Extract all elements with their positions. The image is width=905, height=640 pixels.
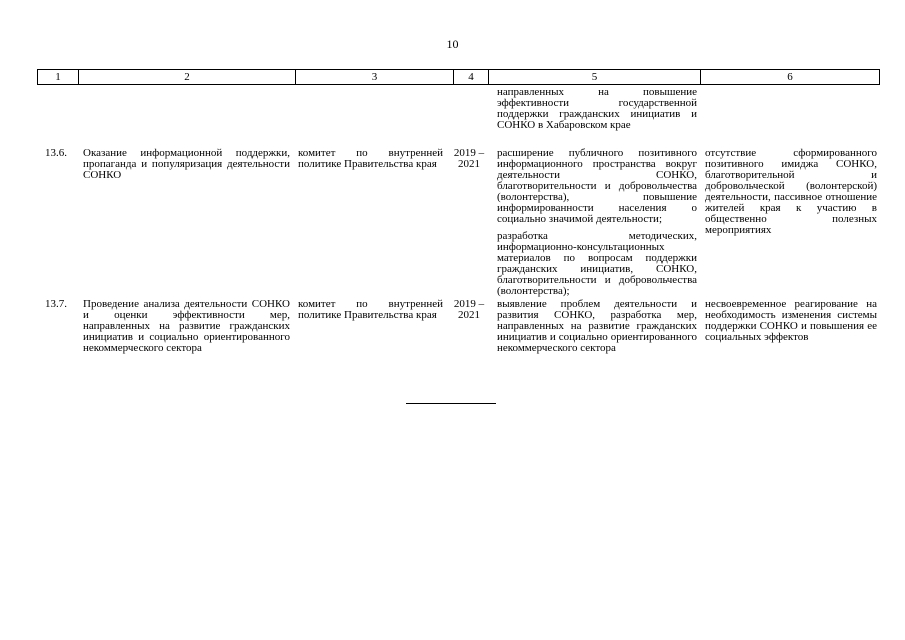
measure-text: Проведение анализа деятельности СОНКО и оценки эффективности мер, направленных на развитие гражданских инициатив и социально ориентированного некоммерческого сектора — [83, 298, 290, 354]
column-header-3: 3 — [296, 70, 454, 85]
years-text: 2019 – 2021 — [453, 298, 485, 321]
column-header-2: 2 — [79, 70, 296, 85]
row-number: 13.6. — [45, 147, 67, 159]
page-number: 10 — [446, 37, 459, 51]
years-text: 2019 – 2021 — [453, 147, 485, 170]
column-header-1: 1 — [38, 70, 79, 85]
column-header-5: 5 — [489, 70, 701, 85]
column-header-6: 6 — [701, 70, 880, 85]
result-text — [497, 148, 697, 303]
column-header-4: 4 — [454, 70, 489, 85]
measure-text: Оказание информационной поддержки, пропаганда и популяризация деятельности СОНКО — [83, 147, 290, 181]
row-number: 13.7. — [45, 298, 67, 310]
executor-text: комитет по внутренней политике Правительства края — [298, 147, 443, 170]
consequences-text: несвоевременное реагирование на необходимость изменения системы поддержки СОНКО и повышения ее социальных эффектов — [705, 298, 877, 343]
result-text: выявление проблем деятельности и развития СОНКО, разработка мер, направленных на развитие гражданских инициатив и социально ориентированного некоммерческого сектора — [497, 298, 697, 354]
end-rule — [406, 403, 496, 404]
result-paragraph: расширение публичного позитивного информационного пространства вокруг деятельности СОНКО, благотворительности и добровольчества (волонтерства), повышение информированности населения о социально значимой деятельности; — [497, 147, 697, 225]
executor-text: комитет по внутренней политике Правительства края — [298, 298, 443, 321]
consequences-text: отсутствие сформированного позитивного имиджа СОНКО, благотворительной и добровольческой (волонтерской) деятельности, пассивное отношение жителей края к участию в общественно полезных мероприятиях — [705, 147, 877, 236]
result-paragraph: разработка методических, информационно-консультационных материалов по вопросам поддержки гражданских инициатив, СОНКО, благотворительности и добровольчества (волонтерства); — [497, 230, 697, 297]
table-header — [37, 69, 880, 85]
continuation-col5: направленных на повышение эффективности государственной поддержки гражданских инициатив и СОНКО в Хабаровском крае — [497, 86, 697, 131]
